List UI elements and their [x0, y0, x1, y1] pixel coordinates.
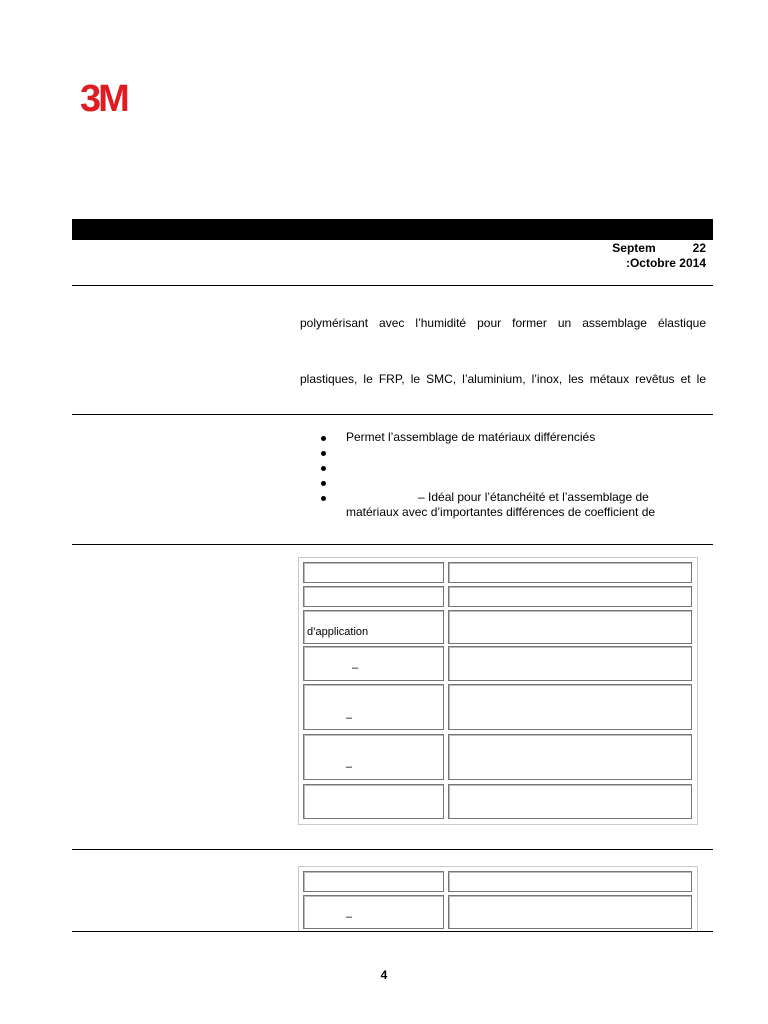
table-cell	[303, 895, 444, 929]
table-cell	[448, 871, 692, 892]
description-line-2: plastiques, le FRP, le SMC, l’aluminium, l’inox, les métaux revêtus et le	[300, 372, 706, 386]
date-day: 22	[692, 241, 706, 255]
list-item: – Idéal pour l’étanchéité et l’assemblage de matériaux avec d’importantes différences de coefficient de	[318, 490, 708, 520]
table-cell	[448, 586, 692, 607]
table-cell	[303, 734, 444, 780]
table-cell	[448, 646, 692, 681]
section-divider-2	[72, 414, 713, 415]
properties-table	[298, 557, 698, 825]
dash-mark: –	[346, 761, 353, 773]
section-divider-3	[72, 544, 713, 545]
section-divider-1	[72, 285, 713, 286]
description-line-1: polymérisant avec l’humidité pour former un assemblage élastique	[300, 316, 706, 330]
dash-mark: –	[346, 712, 353, 724]
page-number: 4	[380, 968, 388, 982]
bullet-icon	[321, 466, 326, 471]
table-cell	[303, 871, 444, 892]
list-item	[318, 460, 708, 475]
table-cell	[448, 734, 692, 780]
table-cell	[448, 895, 692, 929]
list-item	[318, 475, 708, 490]
logo-text: 3M	[80, 78, 127, 120]
bullet-icon	[321, 451, 326, 456]
table-cell-label: d’application	[307, 626, 369, 638]
features-list	[318, 430, 708, 520]
section-divider-4	[72, 849, 713, 850]
table-cell	[448, 684, 692, 730]
table-cell	[448, 562, 692, 583]
table-cell	[303, 586, 444, 607]
table-cell	[448, 784, 692, 819]
dash-mark: –	[346, 911, 353, 923]
table-cell	[448, 610, 692, 644]
properties-table-2	[298, 866, 698, 931]
table-cell	[303, 646, 444, 681]
3m-logo	[80, 80, 127, 118]
bullet-icon	[321, 496, 326, 501]
list-item: Permet l’assemblage de matériaux différenciés	[318, 430, 708, 445]
header-band	[72, 219, 713, 240]
list-item	[318, 445, 708, 460]
table-cell	[303, 684, 444, 730]
table-cell	[303, 562, 444, 583]
table-cell	[303, 784, 444, 819]
bullet-icon	[321, 436, 326, 441]
table-cell	[303, 610, 444, 644]
section-divider-5	[72, 931, 713, 932]
dash-mark: –	[352, 662, 359, 674]
date-month-fragment: Septem	[612, 241, 656, 255]
revision-date-line-1	[612, 241, 706, 255]
revision-date-line-2: :Octobre 2014	[625, 256, 706, 270]
bullet-icon	[321, 481, 326, 486]
